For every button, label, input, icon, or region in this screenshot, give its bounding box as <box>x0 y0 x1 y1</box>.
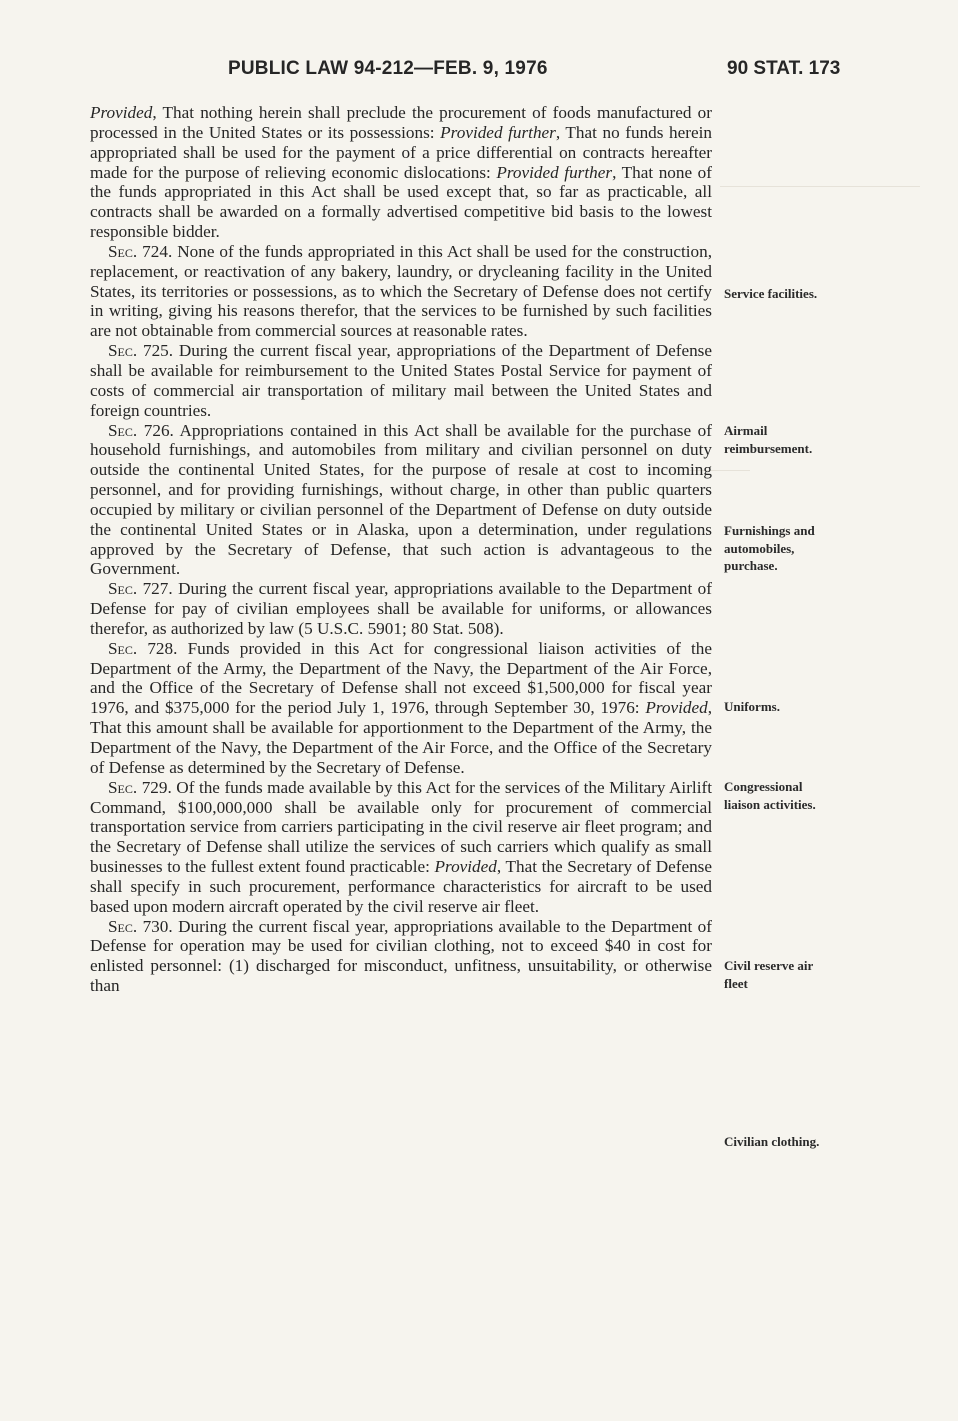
section-number: Sec. 726. <box>108 420 174 440</box>
margin-note-service-facilities: Service facilities. <box>724 286 818 301</box>
section-number: Sec. 724. <box>108 241 173 261</box>
margin-note-furnishings-automobiles: Furnishings and automobiles, purchase. <box>724 523 815 573</box>
statute-page-reference: 90 STAT. 173 <box>727 58 841 79</box>
italic-proviso: Provided further <box>496 162 613 182</box>
italic-proviso: Provided <box>645 698 708 718</box>
section-number: Sec. 728. <box>108 638 178 658</box>
margin-note-uniforms: Uniforms. <box>724 699 780 714</box>
paragraph-proviso: Provided, That nothing herein shall preclude the procurement of foods manufactured or processed in the United States or its possessions: Provided further, That no funds herein appropriated shall be used for the payment of a price differential on contracts hereafter made for the purpose of relieving economic dislocations: Provided further, That none of the funds appropriated in this Act shall be used except that, so far as practicable, all contracts shall be awarded on a formally advertised competitive bid basis to the lowest responsible bidder. <box>90 103 712 242</box>
section-number: Sec. 725. <box>108 341 174 361</box>
section-number: Sec. 727. <box>108 579 173 599</box>
margin-note-civilian-clothing: Civilian clothing. <box>724 1134 820 1149</box>
italic-proviso: Provided <box>90 103 153 122</box>
italic-proviso: Provided <box>434 857 497 877</box>
section-730-paragraph: Sec. 730. During the current fiscal year, appropriations available to the Department of Defense for operation may be used for civilian clothing, not to exceed $40 in cost for enlisted personnel: (1) discharged for misconduct, unfitness, unsuitability, or otherwise than <box>90 916 712 996</box>
section-729-paragraph: Sec. 729. Of the funds made available by this Act for the services of the Military Airlift Command, $100,000,000 shall be available only for procurement of commercial transportation service from carriers participating in the civil reserve air fleet program; and the Secretary of Defense shall utilize the services of such carriers which qualify as small businesses to the fullest extent found practicable: Provided, That the Secretary of Defense shall specify in such procurement, performance characteristics for aircraft to be used based upon modern aircraft operated by the civil reserve air fleet. <box>90 777 712 916</box>
italic-proviso: Provided further <box>440 122 556 142</box>
section-725-paragraph: Sec. 725. During the current fiscal year, appropriations of the Department of Defense shall be available for reimbursement to the United States Postal Service for payment of costs of commercial air transportation of military mail between the United States and foreign countries. <box>90 341 712 420</box>
section-number: Sec. 730. <box>108 916 173 936</box>
margin-note-civil-reserve-air-fleet: Civil reserve air fleet <box>724 958 814 991</box>
page-header <box>0 58 958 86</box>
section-number: Sec. 729. <box>108 777 172 797</box>
bleed-through-mark <box>720 186 920 187</box>
section-727-paragraph: Sec. 727. During the current fiscal year, appropriations available to the Department of Defense for pay of civilian employees shall be available for uniforms, or allowances therefor, as authorized by law (5 U.S.C. 5901; 80 Stat. 508). <box>90 579 712 638</box>
margin-note-airmail-reimbursement: Airmail reimbursement. <box>724 423 813 456</box>
section-728-paragraph: Sec. 728. Funds provided in this Act for congressional liaison activities of the Department of the Army, the Department of the Navy, the Department of the Air Force, and the Office of the Secretary of Defense shall not exceed $1,500,000 for fiscal year 1976, and $375,000 for the period July 1, 1976, through September 30, 1976: Provided, That this amount shall be available for apportionment to the Department of the Army, the Department of the Navy, the Department of the Air Force, and the Office of the Secretary of Defense as determined by the Secretary of Defense. <box>90 638 712 777</box>
section-726-paragraph: Sec. 726. Appropriations contained in this Act shall be available for the purchase of household furnishings, and automobiles from military and civilian personnel on duty outside the continental United States, for the purpose of resale at cost to incoming personnel, and for providing furnishings, without charge, in other than public quarters occupied by military or civilian personnel of the Department of Defense on duty outside the continental United States or in Alaska, upon a determination, under regulations approved by the Secretary of Defense, that such action is advantageous to the Government. <box>90 420 712 579</box>
margin-note-congressional-liaison: Congressional liaison activities. <box>724 779 816 812</box>
section-724-paragraph: Sec. 724. None of the funds appropriated in this Act shall be used for the construction, replacement, or reactivation of any bakery, laundry, or drycleaning facility in the United States, its territories or possessions, as to which the Secretary of Defense does not certify in writing, giving his reasons therefor, that the services to be furnished by such facilities are not obtainable from commercial sources at reasonable rates. <box>90 241 712 341</box>
statute-body-text <box>90 103 712 996</box>
running-head: PUBLIC LAW 94-212—FEB. 9, 1976 <box>228 58 548 79</box>
